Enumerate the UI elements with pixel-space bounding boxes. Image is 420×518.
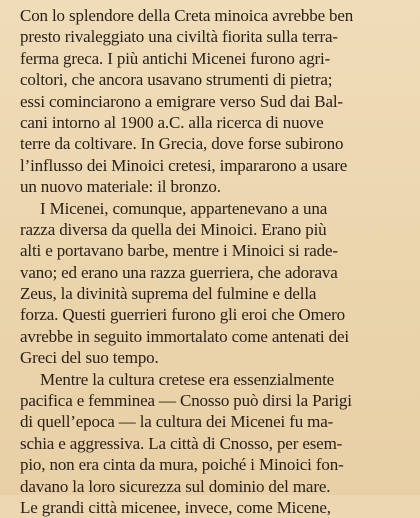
text-line: davano la loro sicurezza sul dominio del mare. <box>20 476 331 496</box>
text-line: Con lo splendore della Creta minoica avrebbe ben <box>20 6 354 25</box>
text-line: schia e aggressiva. La città di Cnosso, per esem- <box>20 433 343 453</box>
text-line: vano; ed erano una razza guerriera, che adorava <box>20 262 338 282</box>
text-line: di quell’epoca — la cultura dei Micenei fu ma- <box>20 412 334 432</box>
text-line: un nuovo materiale: il bronzo. <box>20 177 221 197</box>
text-line: forza. Questi guerrieri furono gli eroi che Omero <box>20 305 345 325</box>
paragraph-2 <box>20 198 412 369</box>
text-line: coltori, che ancora usavano strumenti di pietra; <box>20 70 333 90</box>
text-line: pio, non era cinta da mura, poiché i Minoici fon- <box>20 455 344 475</box>
text-line: cani intorno al 1900 a.C. alla ricerca di nuove <box>20 112 324 132</box>
text-line: Mentre la cultura cretese era essenzialmente <box>40 369 335 389</box>
text-line: Zeus, la divinità suprema del fulmine e della <box>20 284 317 304</box>
text-line: ferma greca. I più antichi Micenei furono agri- <box>20 48 331 68</box>
text-line: pacifica e femminea — Cnosso può dirsi la Parigi <box>20 391 352 411</box>
text-line: razza diversa da quella dei Minoici. Erano più <box>20 219 327 239</box>
text-line: alti e portavano barbe, mentre i Minoici si rade- <box>20 241 338 261</box>
text-line: Le grandi città micenee, invece, come Micene, <box>20 497 331 517</box>
paragraph-1 <box>20 5 412 198</box>
text-line: essi cominciarono a emigrare verso Sud dai Bal- <box>20 91 343 111</box>
text-line: terre da coltivare. In Grecia, dove forse subirono <box>20 134 344 154</box>
paragraph-3 <box>20 369 412 518</box>
text-line: presto rivaleggiato una civiltà fiorita sulla terra- <box>20 27 338 47</box>
text-line: avrebbe in seguito immortalato come antenati dei <box>20 326 349 346</box>
text-line: I Micenei, comunque, appartenevano a una <box>40 198 328 218</box>
text-line: Greci del suo tempo. <box>20 348 159 368</box>
text-line: l’influsso dei Minoici cretesi, impararono a usare <box>20 155 348 175</box>
